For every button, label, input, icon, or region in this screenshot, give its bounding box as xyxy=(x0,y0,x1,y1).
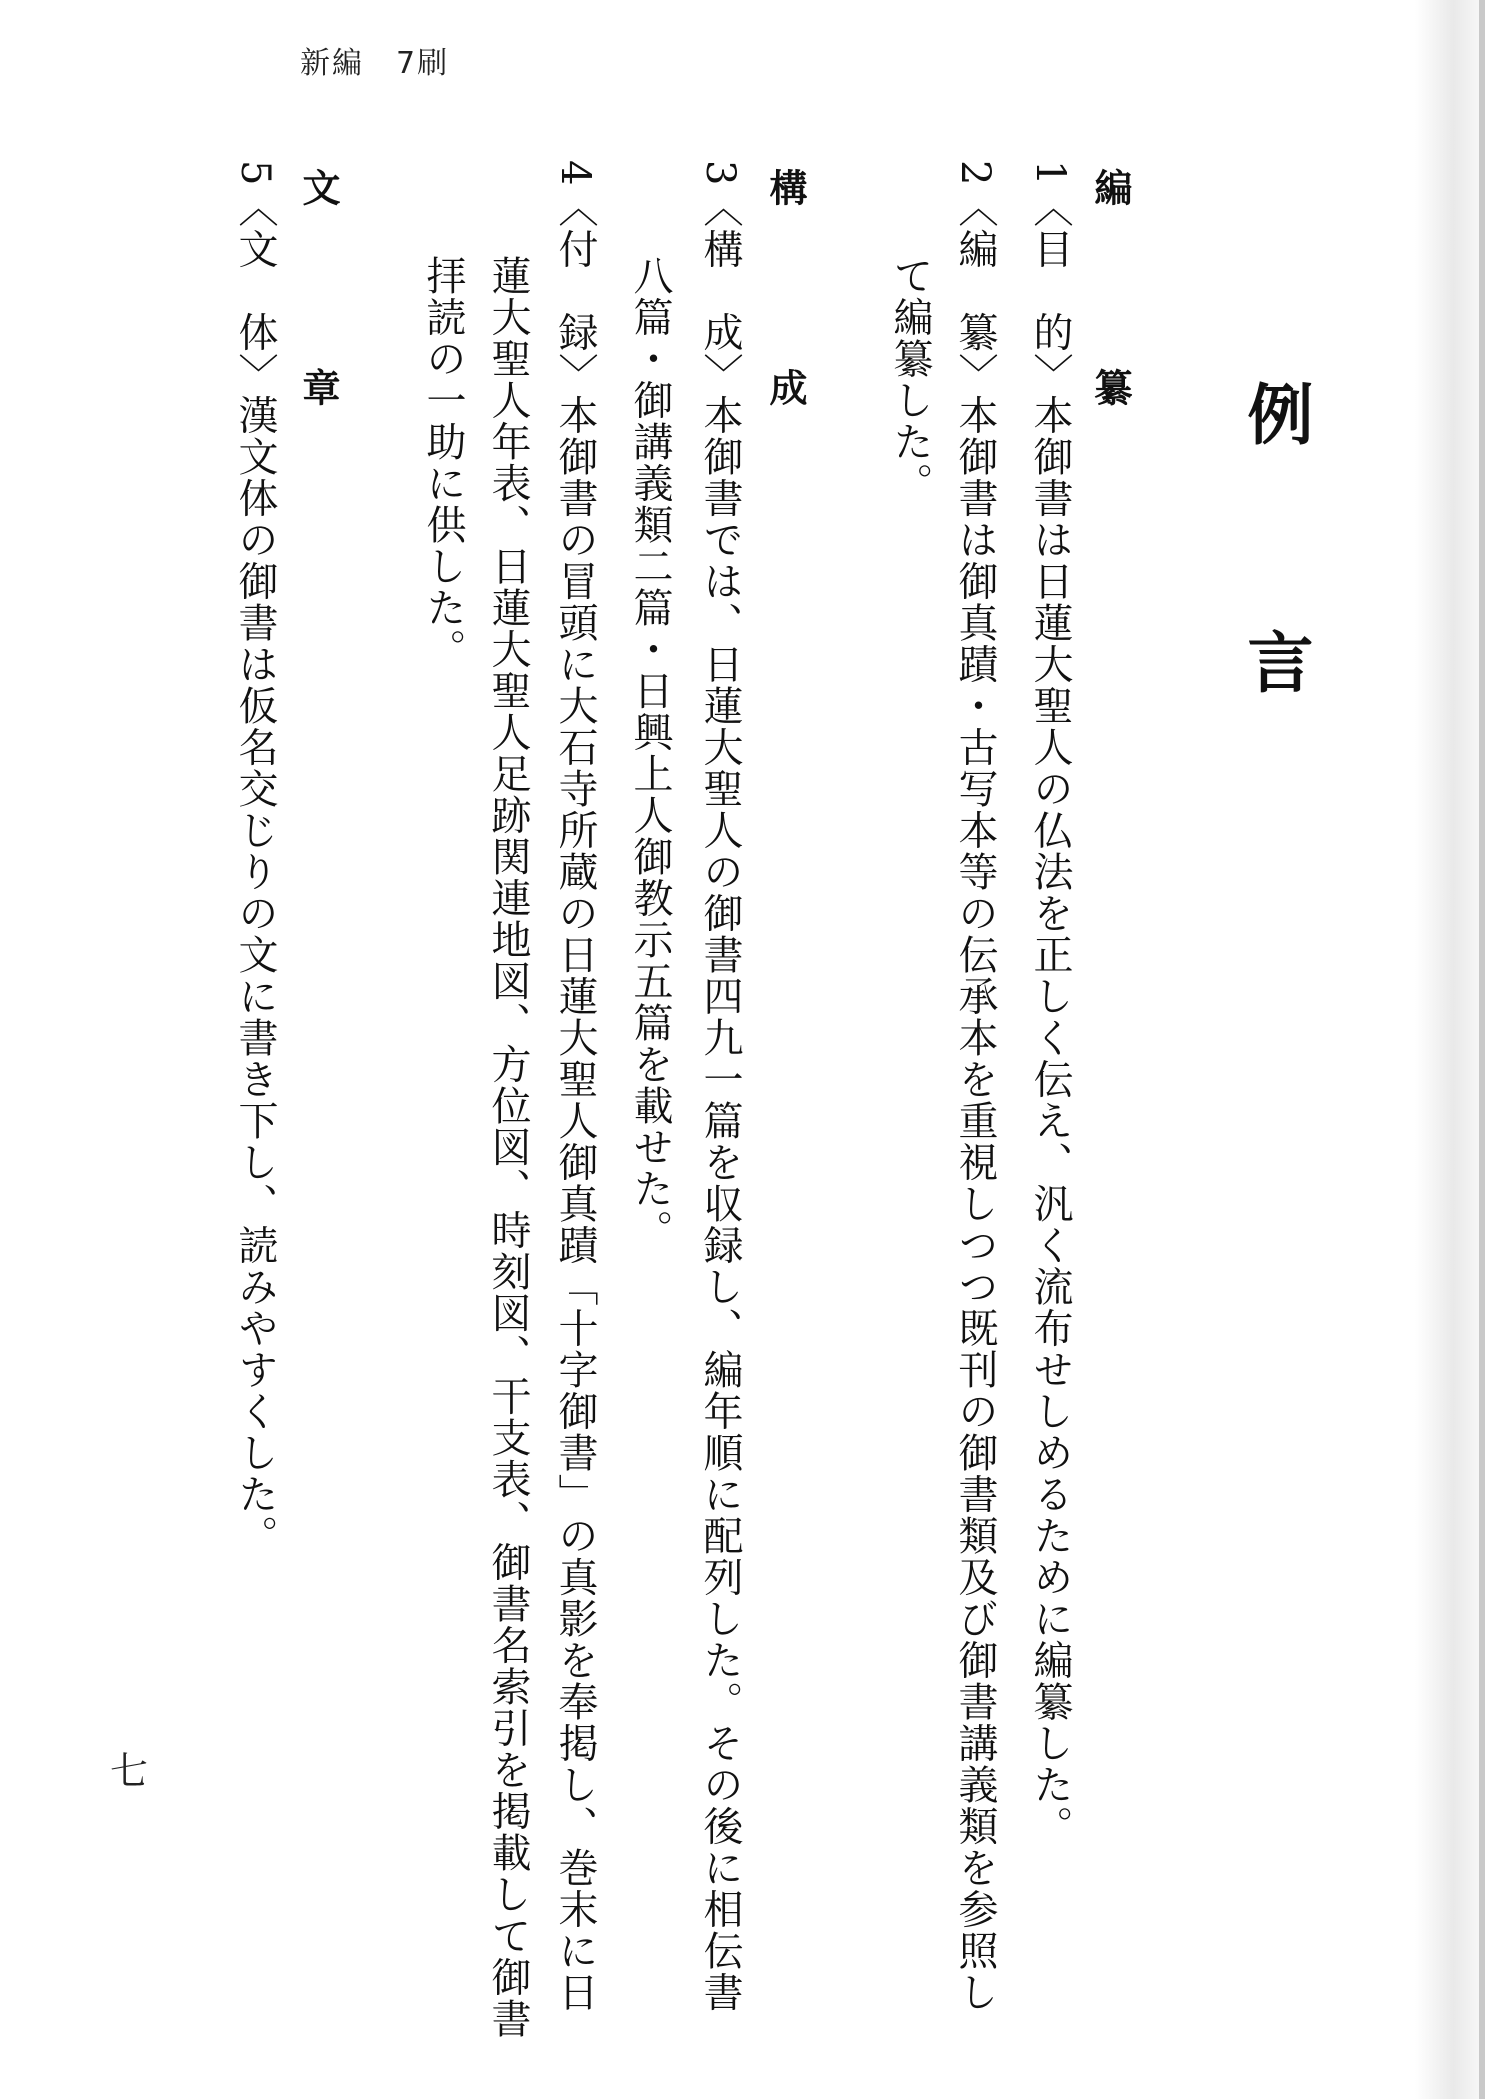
item-4-continuation-2: 拝読の一助に供した。 xyxy=(420,255,466,670)
item-3 xyxy=(697,160,743,2013)
item-text: 本御書の冒頭に大石寺所蔵の日蓮大聖人御真蹟「十字御書」の真影を奉掲し、巻末に日 xyxy=(552,394,598,2013)
item-number: 4 xyxy=(552,160,598,187)
item-label: 〈付 録〉 xyxy=(552,186,598,395)
item-4-continuation: 蓮大聖人年表、日蓮大聖人足跡関連地図、方位図、時刻図、干支表、御書名索引を掲載して御書 xyxy=(485,255,531,2040)
item-text: 本御書は御真蹟・古写本等の伝承本を重視しつつ既刊の御書類及び御書講義類を参照し xyxy=(952,394,998,2013)
item-3-continuation: 八篇・御講義類二篇・日興上人御教示五篇を載せた。 xyxy=(627,255,673,1251)
item-label: 〈構 成〉 xyxy=(697,186,743,395)
item-4 xyxy=(552,160,598,2013)
item-1 xyxy=(1027,160,1073,1847)
section-heading-kousei: 構 成 xyxy=(763,168,807,468)
item-label: 〈文 体〉 xyxy=(232,186,278,395)
page-title: 例 言 xyxy=(1236,380,1314,752)
item-2-continuation: て編纂した。 xyxy=(887,255,933,504)
item-label: 〈編 纂〉 xyxy=(952,186,998,395)
item-label: 〈目 的〉 xyxy=(1027,186,1073,395)
item-number: 3 xyxy=(697,160,743,187)
page-number: 七 xyxy=(110,1749,149,1793)
page-edge-shadow xyxy=(1415,0,1485,2099)
item-number: 5 xyxy=(232,160,278,187)
item-2 xyxy=(952,160,998,2013)
item-text: 本御書は日蓮大聖人の仏法を正しく伝え、汎く流布せしめるために編纂した。 xyxy=(1027,394,1073,1847)
item-text: 漢文体の御書は仮名交じりの文に書き下し、読みやすくした。 xyxy=(232,394,278,1557)
page-edge xyxy=(1479,0,1485,2099)
section-heading-hensan: 編 纂 xyxy=(1088,168,1132,468)
item-text: 本御書では、日蓮大聖人の御書四九一篇を収録し、編年順に配列した。その後に相伝書 xyxy=(697,394,743,2013)
item-5 xyxy=(232,160,278,1557)
item-number: 2 xyxy=(952,160,998,187)
item-number: 1 xyxy=(1027,160,1073,187)
header-note: 新編 7刷 xyxy=(300,46,450,81)
section-heading-bunshou: 文 章 xyxy=(296,168,340,468)
